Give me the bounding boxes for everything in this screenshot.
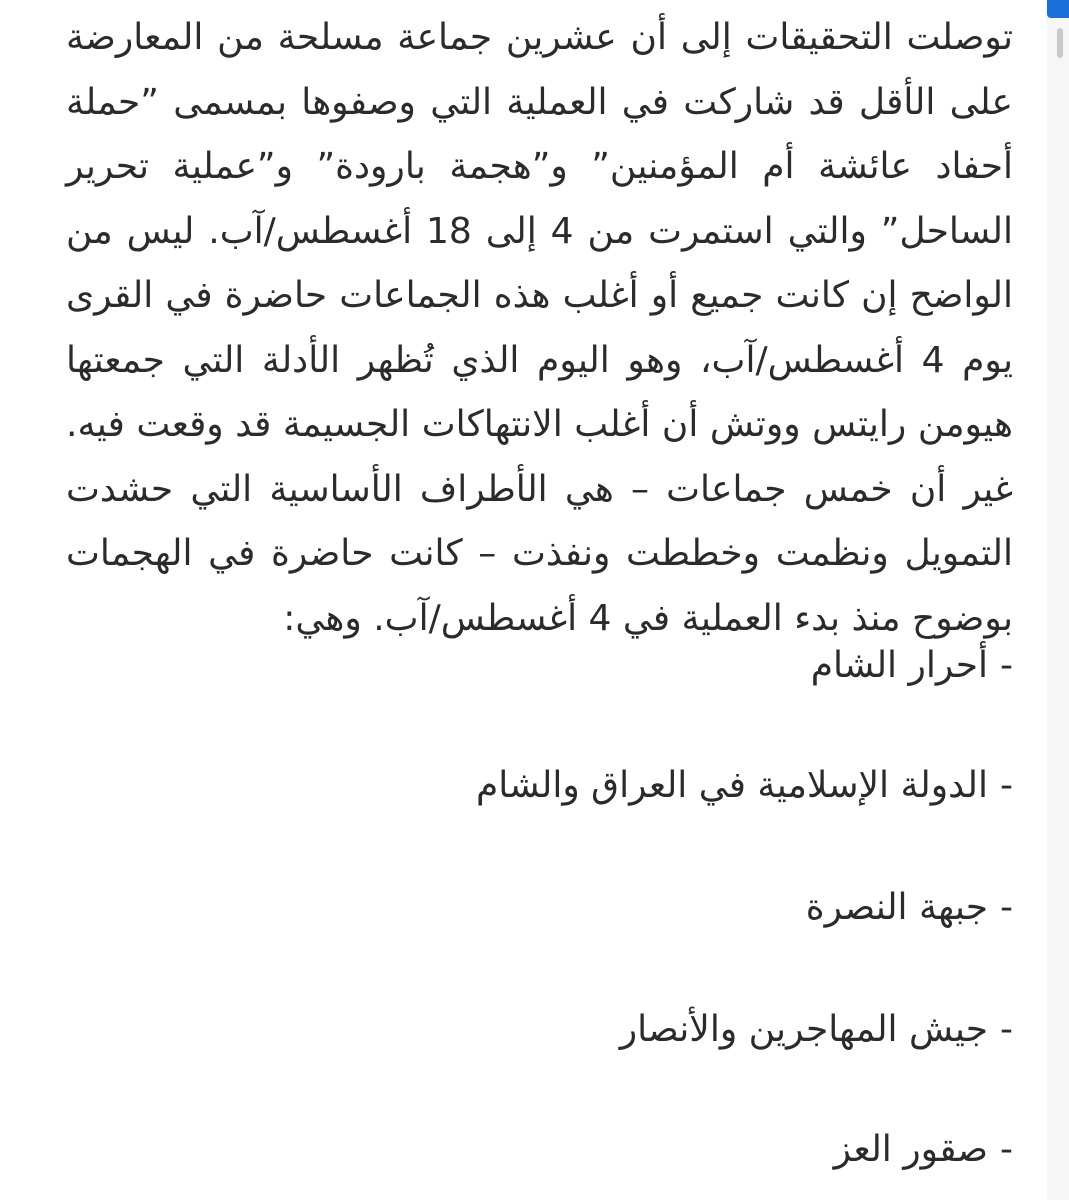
scrollbar-thumb[interactable]	[1057, 28, 1063, 58]
group-name: الدولة الإسلامية في العراق والشام	[476, 765, 988, 806]
article-body	[66, 6, 1013, 1170]
list-item	[806, 884, 1013, 932]
bullet-marker: -	[1000, 1009, 1013, 1050]
list-item	[811, 642, 1013, 690]
group-name: جيش المهاجرين والأنصار	[619, 1009, 988, 1050]
list-item	[620, 1006, 1013, 1054]
list-item	[476, 762, 1013, 810]
list-item	[834, 1126, 1013, 1174]
group-name: صقور العز	[833, 1129, 988, 1170]
scroll-position-indicator	[1047, 0, 1069, 18]
article-paragraph: توصلت التحقيقات إلى أن عشرين جماعة مسلحة من المعارضة على الأقل قد شاركت في العملية التي وصفوها بمسمى ”حملة أحفاد عائشة أم المؤمنين” و”هجمة بارودة” و”عملية تحرير الساحل” والتي استمرت من 4 إلى 18 أغسطس/آب. ليس من الواضح إن كانت جميع أو أغلب هذه الجماعات حاضرة في القرى يوم 4 أغسطس/آب، وهو اليوم الذي تُظهر الأدلة التي جمعتها هيومن رايتس ووتش أن أغلب الانتهاكات الجسيمة قد وقعت فيه. غير أن خمس جماعات – هي الأطراف الأساسية التي حشدت التمويل ونظمت وخططت ونفذت – كانت حاضرة في الهجمات بوضوح منذ بدء العملية في 4 أغسطس/آب. وهي:	[66, 17, 1013, 639]
bullet-marker: -	[1000, 887, 1013, 928]
group-name: أحرار الشام	[810, 645, 988, 686]
scrollbar[interactable]	[1047, 0, 1069, 1200]
bullet-marker: -	[1000, 645, 1013, 686]
group-name: جبهة النصرة	[805, 887, 988, 928]
bullet-marker: -	[1000, 1129, 1013, 1170]
bullet-marker: -	[1000, 765, 1013, 806]
